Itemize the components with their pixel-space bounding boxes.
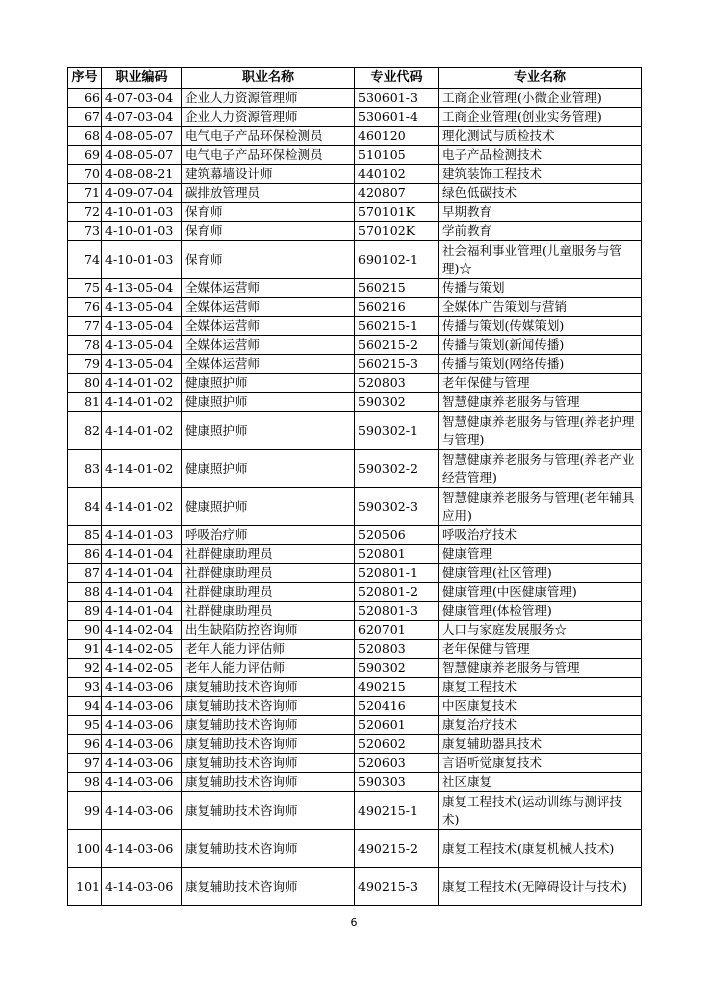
cell-occupation-name: 健康照护师 [182,450,355,488]
table-row [68,374,642,393]
cell-occupation-name: 建筑幕墙设计师 [182,165,355,184]
table-row [68,735,642,754]
cell-major-code: 570101K [355,203,439,222]
cell-occupation-name: 呼吸治疗师 [182,526,355,545]
table-row [68,203,642,222]
cell-occupation-name: 全媒体运营师 [182,317,355,336]
cell-serial-number: 83 [68,450,102,488]
table-row [68,697,642,716]
cell-occupation-name: 健康照护师 [182,488,355,526]
cell-major-name: 言语听觉康复技术 [439,754,642,773]
table-row [68,830,642,868]
table-row [68,450,642,488]
cell-occupation-code: 4-07-03-04 [102,89,182,108]
cell-major-name: 社区康复 [439,773,642,792]
cell-major-code: 520601 [355,716,439,735]
cell-major-code: 560215 [355,279,439,298]
table-row [68,868,642,906]
table-row [68,241,642,279]
table-row [68,298,642,317]
cell-occupation-code: 4-14-01-02 [102,412,182,450]
cell-occupation-code: 4-08-08-21 [102,165,182,184]
cell-major-code: 560216 [355,298,439,317]
cell-occupation-name: 健康照护师 [182,393,355,412]
table-row [68,355,642,374]
table-row [68,127,642,146]
cell-major-name: 绿色低碳技术 [439,184,642,203]
cell-occupation-code: 4-14-01-02 [102,374,182,393]
cell-occupation-code: 4-14-01-02 [102,393,182,412]
cell-serial-number: 85 [68,526,102,545]
cell-serial-number: 70 [68,165,102,184]
cell-major-code: 560215-2 [355,336,439,355]
cell-major-name: 智慧健康养老服务与管理(养老护理与管理) [439,412,642,450]
cell-occupation-name: 社群健康助理员 [182,583,355,602]
table-row [68,165,642,184]
cell-occupation-code: 4-14-02-05 [102,659,182,678]
page-number: 6 [350,916,358,929]
cell-major-code: 520506 [355,526,439,545]
cell-occupation-code: 4-14-02-04 [102,621,182,640]
table-row [68,108,642,127]
cell-occupation-name: 保育师 [182,203,355,222]
cell-major-code: 690102-1 [355,241,439,279]
cell-major-name: 康复辅助器具技术 [439,735,642,754]
cell-occupation-code: 4-08-05-07 [102,127,182,146]
cell-occupation-name: 全媒体运营师 [182,355,355,374]
cell-serial-number: 78 [68,336,102,355]
cell-major-code: 520801-2 [355,583,439,602]
cell-major-name: 人口与家庭发展服务☆ [439,621,642,640]
cell-major-code: 560215-3 [355,355,439,374]
cell-occupation-code: 4-14-03-06 [102,830,182,868]
cell-major-name: 老年保健与管理 [439,640,642,659]
table-row [68,89,642,108]
cell-major-name: 电子产品检测技术 [439,146,642,165]
cell-major-code: 530601-4 [355,108,439,127]
cell-serial-number: 89 [68,602,102,621]
table-row [68,602,642,621]
table-row [68,792,642,830]
cell-major-name: 建筑装饰工程技术 [439,165,642,184]
cell-occupation-code: 4-14-03-06 [102,792,182,830]
cell-major-name: 康复工程技术(无障碍设计与技术) [439,868,642,906]
cell-occupation-code: 4-10-01-03 [102,203,182,222]
cell-occupation-name: 康复辅助技术咨询师 [182,792,355,830]
cell-occupation-code: 4-14-01-04 [102,583,182,602]
cell-occupation-name: 老年人能力评估师 [182,640,355,659]
cell-major-code: 590302-1 [355,412,439,450]
cell-serial-number: 98 [68,773,102,792]
cell-occupation-code: 4-13-05-04 [102,298,182,317]
cell-serial-number: 101 [68,868,102,906]
cell-major-name: 智慧健康养老服务与管理(养老产业经营管理) [439,450,642,488]
cell-occupation-code: 4-14-03-06 [102,754,182,773]
cell-major-name: 康复工程技术(运动训练与测评技术) [439,792,642,830]
cell-major-name: 呼吸治疗技术 [439,526,642,545]
header-serial-number: 序号 [68,68,102,89]
cell-occupation-code: 4-07-03-04 [102,108,182,127]
cell-serial-number: 77 [68,317,102,336]
cell-serial-number: 82 [68,412,102,450]
cell-major-code: 520801-3 [355,602,439,621]
cell-major-code: 620701 [355,621,439,640]
cell-occupation-name: 康复辅助技术咨询师 [182,697,355,716]
cell-occupation-code: 4-13-05-04 [102,355,182,374]
cell-serial-number: 76 [68,298,102,317]
cell-major-name: 传播与策划(传媒策划) [439,317,642,336]
table-row [68,393,642,412]
cell-major-name: 康复工程技术 [439,678,642,697]
cell-occupation-code: 4-14-01-03 [102,526,182,545]
cell-major-name: 早期教育 [439,203,642,222]
cell-major-code: 490215-2 [355,830,439,868]
cell-occupation-name: 康复辅助技术咨询师 [182,754,355,773]
table-row [68,545,642,564]
header-occupation-name: 职业名称 [182,68,355,89]
cell-major-name: 健康管理(社区管理) [439,564,642,583]
cell-serial-number: 95 [68,716,102,735]
cell-major-code: 510105 [355,146,439,165]
cell-occupation-code: 4-14-03-06 [102,678,182,697]
cell-serial-number: 84 [68,488,102,526]
cell-major-name: 传播与策划 [439,279,642,298]
cell-occupation-code: 4-08-05-07 [102,146,182,165]
cell-serial-number: 72 [68,203,102,222]
cell-serial-number: 79 [68,355,102,374]
table-row [68,222,642,241]
cell-major-name: 传播与策划(新闻传播) [439,336,642,355]
cell-major-code: 560215-1 [355,317,439,336]
cell-occupation-code: 4-10-01-03 [102,241,182,279]
table-row [68,678,642,697]
cell-major-code: 590303 [355,773,439,792]
cell-occupation-name: 社群健康助理员 [182,564,355,583]
table-row [68,317,642,336]
cell-occupation-name: 企业人力资源管理师 [182,89,355,108]
cell-serial-number: 94 [68,697,102,716]
cell-major-code: 590302-2 [355,450,439,488]
table-body [68,89,642,906]
cell-major-code: 520602 [355,735,439,754]
cell-occupation-code: 4-14-03-06 [102,735,182,754]
cell-major-code: 490215 [355,678,439,697]
cell-occupation-name: 全媒体运营师 [182,298,355,317]
cell-serial-number: 91 [68,640,102,659]
cell-occupation-code: 4-14-03-06 [102,697,182,716]
cell-occupation-code: 4-13-05-04 [102,279,182,298]
cell-occupation-code: 4-14-02-05 [102,640,182,659]
cell-serial-number: 69 [68,146,102,165]
cell-major-code: 520803 [355,374,439,393]
cell-occupation-name: 社群健康助理员 [182,602,355,621]
cell-occupation-code: 4-14-01-04 [102,602,182,621]
cell-major-code: 520801-1 [355,564,439,583]
cell-major-name: 健康管理(中医健康管理) [439,583,642,602]
cell-major-name: 康复治疗技术 [439,716,642,735]
cell-serial-number: 74 [68,241,102,279]
table-row [68,184,642,203]
table-row [68,640,642,659]
cell-serial-number: 87 [68,564,102,583]
table-row [68,526,642,545]
header-major-name: 专业名称 [439,68,642,89]
cell-major-code: 490215-1 [355,792,439,830]
cell-occupation-name: 全媒体运营师 [182,336,355,355]
cell-occupation-name: 康复辅助技术咨询师 [182,830,355,868]
cell-major-name: 智慧健康养老服务与管理 [439,393,642,412]
cell-serial-number: 99 [68,792,102,830]
occupation-major-table [67,67,642,906]
cell-serial-number: 68 [68,127,102,146]
cell-major-code: 590302 [355,659,439,678]
table-header-row [68,68,642,89]
cell-major-name: 工商企业管理(小微企业管理) [439,89,642,108]
cell-major-name: 工商企业管理(创业实务管理) [439,108,642,127]
cell-occupation-name: 康复辅助技术咨询师 [182,716,355,735]
table-row [68,716,642,735]
cell-serial-number: 97 [68,754,102,773]
cell-major-name: 中医康复技术 [439,697,642,716]
cell-major-name: 学前教育 [439,222,642,241]
table-row [68,488,642,526]
cell-occupation-name: 保育师 [182,241,355,279]
cell-major-name: 康复工程技术(康复机械人技术) [439,830,642,868]
cell-major-name: 健康管理(体检管理) [439,602,642,621]
table-row [68,621,642,640]
cell-occupation-code: 4-14-03-06 [102,868,182,906]
cell-major-code: 440102 [355,165,439,184]
cell-major-name: 智慧健康养老服务与管理(老年辅具应用) [439,488,642,526]
cell-serial-number: 100 [68,830,102,868]
cell-major-code: 520801 [355,545,439,564]
cell-major-code: 490215-3 [355,868,439,906]
cell-occupation-name: 社群健康助理员 [182,545,355,564]
cell-major-code: 520416 [355,697,439,716]
cell-major-name: 智慧健康养老服务与管理 [439,659,642,678]
table-row [68,583,642,602]
cell-occupation-code: 4-14-03-06 [102,716,182,735]
cell-major-code: 520803 [355,640,439,659]
table-row [68,659,642,678]
cell-occupation-code: 4-09-07-04 [102,184,182,203]
cell-occupation-name: 企业人力资源管理师 [182,108,355,127]
cell-occupation-name: 康复辅助技术咨询师 [182,868,355,906]
cell-major-name: 理化测试与质检技术 [439,127,642,146]
cell-occupation-code: 4-10-01-03 [102,222,182,241]
cell-major-name: 老年保健与管理 [439,374,642,393]
cell-serial-number: 88 [68,583,102,602]
cell-occupation-name: 全媒体运营师 [182,279,355,298]
cell-serial-number: 90 [68,621,102,640]
cell-major-name: 社会福利事业管理(儿童服务与管理)☆ [439,241,642,279]
cell-major-name: 健康管理 [439,545,642,564]
cell-major-code: 590302-3 [355,488,439,526]
cell-occupation-name: 出生缺陷防控咨询师 [182,621,355,640]
cell-occupation-name: 电气电子产品环保检测员 [182,127,355,146]
cell-occupation-code: 4-14-03-06 [102,773,182,792]
cell-major-code: 460120 [355,127,439,146]
cell-serial-number: 93 [68,678,102,697]
cell-occupation-name: 健康照护师 [182,374,355,393]
cell-major-code: 570102K [355,222,439,241]
cell-major-code: 420807 [355,184,439,203]
cell-occupation-name: 康复辅助技术咨询师 [182,678,355,697]
cell-occupation-name: 碳排放管理员 [182,184,355,203]
cell-major-name: 传播与策划(网络传播) [439,355,642,374]
cell-occupation-name: 健康照护师 [182,412,355,450]
cell-serial-number: 66 [68,89,102,108]
cell-occupation-name: 电气电子产品环保检测员 [182,146,355,165]
cell-serial-number: 80 [68,374,102,393]
cell-major-code: 530601-3 [355,89,439,108]
cell-occupation-code: 4-14-01-04 [102,545,182,564]
cell-occupation-name: 保育师 [182,222,355,241]
table-row [68,773,642,792]
table-row [68,412,642,450]
cell-occupation-code: 4-13-05-04 [102,317,182,336]
cell-occupation-code: 4-13-05-04 [102,336,182,355]
cell-occupation-code: 4-14-01-04 [102,564,182,583]
header-occupation-code: 职业编码 [102,68,182,89]
cell-major-code: 520603 [355,754,439,773]
cell-occupation-code: 4-14-01-02 [102,488,182,526]
header-major-code: 专业代码 [355,68,439,89]
table-row [68,564,642,583]
cell-serial-number: 73 [68,222,102,241]
cell-major-code: 590302 [355,393,439,412]
table-row [68,754,642,773]
cell-occupation-code: 4-14-01-02 [102,450,182,488]
cell-major-name: 全媒体广告策划与营销 [439,298,642,317]
cell-occupation-name: 康复辅助技术咨询师 [182,735,355,754]
table-row [68,279,642,298]
cell-serial-number: 96 [68,735,102,754]
cell-serial-number: 71 [68,184,102,203]
table-row [68,336,642,355]
cell-serial-number: 81 [68,393,102,412]
cell-serial-number: 92 [68,659,102,678]
cell-occupation-name: 老年人能力评估师 [182,659,355,678]
table-row [68,146,642,165]
cell-serial-number: 67 [68,108,102,127]
cell-serial-number: 75 [68,279,102,298]
cell-serial-number: 86 [68,545,102,564]
cell-occupation-name: 康复辅助技术咨询师 [182,773,355,792]
